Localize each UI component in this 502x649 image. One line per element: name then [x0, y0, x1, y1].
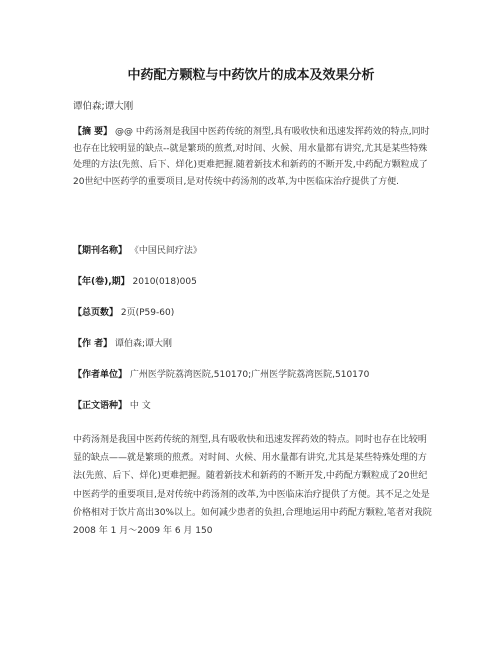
meta-row-affiliation [73, 367, 369, 380]
document-title: 中药配方颗粒与中药饮片的成本及效果分析 [127, 68, 375, 83]
meta-row-authors [73, 336, 172, 349]
meta-row-pages [73, 305, 174, 318]
meta-label: 【正文语种】 [73, 401, 128, 411]
meta-row-language [73, 398, 151, 411]
abstract-section [73, 124, 433, 190]
meta-label: 【总页数】 [73, 308, 119, 318]
meta-row-journal [73, 243, 202, 256]
meta-label: 【年(卷),期】 [73, 277, 130, 287]
meta-label: 【期刊名称】 [73, 246, 128, 256]
meta-value: 《中国民间疗法》 [129, 246, 202, 256]
meta-value: 广州医学院荔湾医院,510170;广州医学院荔湾医院,510170 [129, 370, 370, 380]
meta-row-volume [73, 274, 197, 287]
abstract-label: 【摘 要】 [73, 127, 113, 137]
authors-line: 谭伯森;谭大刚 [73, 101, 134, 112]
meta-value: 谭伯森;谭大刚 [115, 339, 173, 349]
meta-label: 【作者单位】 [73, 370, 128, 380]
meta-value: 中 文 [129, 401, 151, 411]
meta-value: 2010(018)005 [132, 277, 197, 287]
abstract-text: @@ 中药汤剂是我国中医药传统的剂型,具有吸收快和迅速发挥药效的特点,同时也存在比较明显的缺点--就是繁琐的煎煮,对时间、火候、用水量都有讲究,尤其是某些特殊处理的方法(先煎、后下、烊化)更难把握.随着新技术和新药的不断开发,中药配方颗粒成了20世纪中医药学的重要项目,是对传统中药汤剂的改革,为中医临床治疗提供了方便. [73, 127, 430, 187]
meta-value: 2页(P59-60) [120, 308, 175, 318]
body-paragraph: 中药汤剂是我国中医药传统的剂型,具有吸收快和迅速发挥药效的特点。同时也存在比较明显的缺点——就是繁琐的煎煮。对时间、火候、用水量都有讲究,尤其是某些特殊处理的方法(先煎、后下、烊化)更难把握。随着新技术和新药的不断开发,中药配方颗粒成了20世纪中医药学的重要项目,是对传统中药汤剂的改革,为中医临床治疗提供了方便。其不足之处是价格相对于饮片高出30%以上。如何减少患者的负担,合理地运用中药配方颗粒,笔者对我院 2008 年 1 月～2009 年 6 月 150 [73, 435, 432, 537]
meta-label: 【作 者】 [73, 339, 113, 349]
